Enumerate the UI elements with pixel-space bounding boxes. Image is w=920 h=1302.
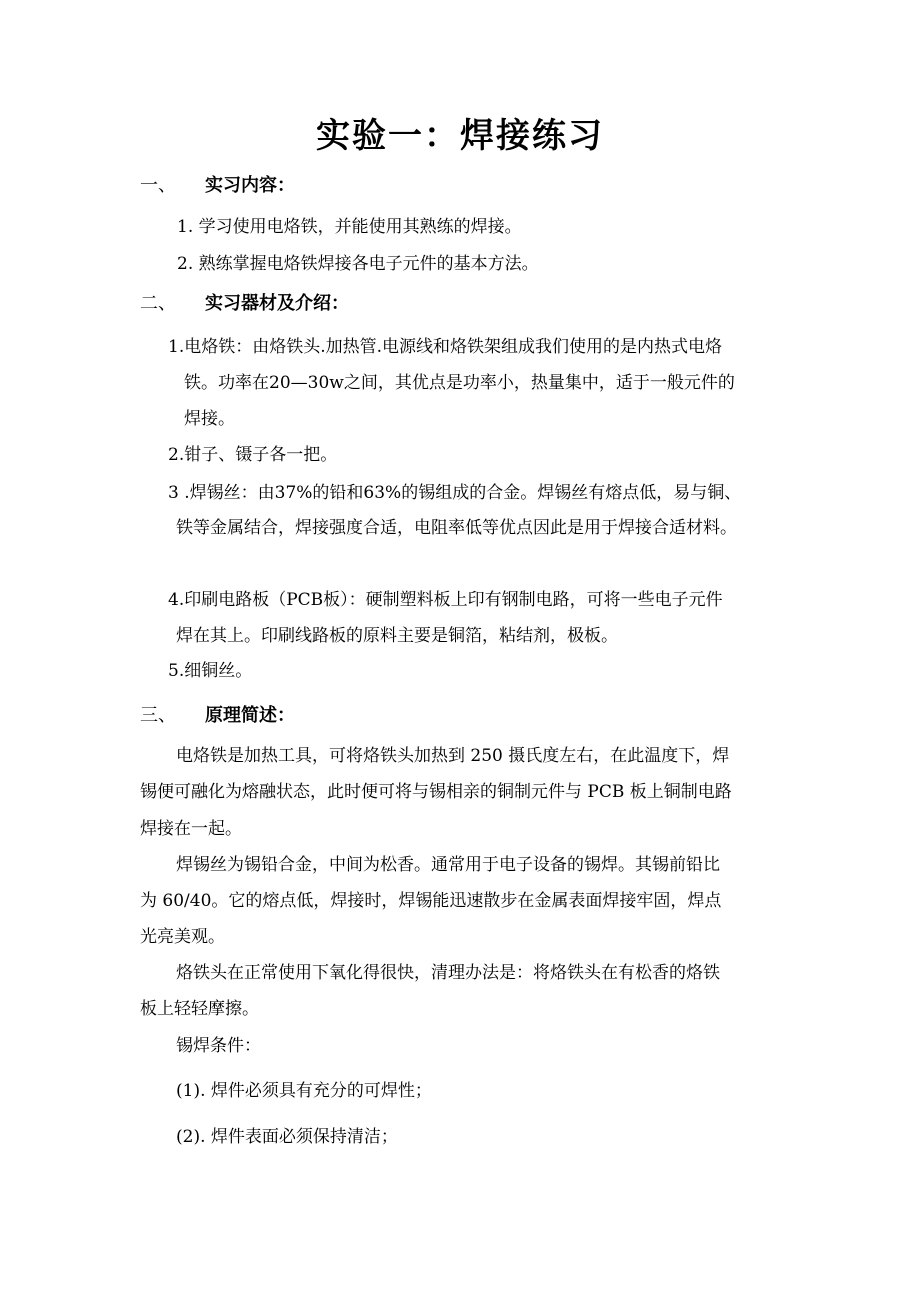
paragraph-line: 2.钳子、镊子各一把。	[168, 445, 338, 465]
list-item: 1. 学习使用电烙铁，并能使用其熟练的焊接。	[177, 217, 522, 237]
paragraph-line: 烙铁头在正常使用下氧化得很快，清理办法是：将烙铁头在有松香的烙铁	[176, 963, 720, 983]
paragraph-line: 焊接。	[184, 409, 235, 429]
paragraph-line: 为 60/40。它的熔点低，焊接时，焊锡能迅速散步在金属表面焊接牢固，焊点	[140, 891, 722, 911]
paragraph-line: 焊接在一起。	[140, 819, 242, 839]
section-number: 一、	[140, 175, 176, 196]
paragraph-line: 焊在其上。印刷线路板的原料主要是铜箔，粘结剂，极板。	[176, 626, 618, 646]
paragraph-line: 铁。功率在20—30w之间，其优点是功率小，热量集中，适于一般元件的	[184, 373, 735, 393]
paragraph-line: 板上轻轻摩擦。	[140, 999, 259, 1019]
list-item: 2. 熟练掌握电烙铁焊接各电子元件的基本方法。	[177, 254, 539, 274]
section-number: 二、	[140, 293, 176, 314]
paragraph-line: 4.印刷电路板（PCB板）：硬制塑料板上印有钢制电路，可将一些电子元件	[168, 590, 723, 610]
paragraph-line: 锡便可融化为熔融状态，此时便可将与锡相亲的铜制元件与 PCB 板上铜制电路	[140, 782, 732, 802]
paragraph-line: 3 .焊锡丝：由37%的铅和63%的锡组成的合金。焊锡丝有熔点低，易与铜、	[168, 483, 742, 503]
section-title: 原理简述：	[205, 705, 295, 726]
paragraph-line: 铁等金属结合，焊接强度合适，电阻率低等优点因此是用于焊接合适材料。	[176, 518, 737, 538]
paragraph-line: (2). 焊件表面必须保持清洁；	[176, 1127, 398, 1147]
section-title: 实习器材及介绍：	[205, 293, 349, 314]
paragraph-line: 光亮美观。	[140, 927, 225, 947]
paragraph-line: (1). 焊件必须具有充分的可焊性；	[176, 1081, 432, 1101]
page-title: 实验一：焊接练习	[316, 116, 604, 156]
paragraph-line: 锡焊条件：	[176, 1036, 261, 1056]
section-number: 三、	[140, 705, 176, 726]
paragraph-line: 焊锡丝为锡铅合金，中间为松香。通常用于电子设备的锡焊。其锡前铅比	[176, 855, 720, 875]
paragraph-line: 5.细铜丝。	[168, 661, 253, 681]
paragraph-line: 电烙铁是加热工具，可将烙铁头加热到 250 摄氏度左右，在此温度下，焊	[176, 746, 730, 766]
section-title: 实习内容：	[205, 175, 295, 196]
paragraph-line: 1.电烙铁：由烙铁头.加热管.电源线和烙铁架组成我们使用的是内热式电烙	[168, 337, 723, 357]
